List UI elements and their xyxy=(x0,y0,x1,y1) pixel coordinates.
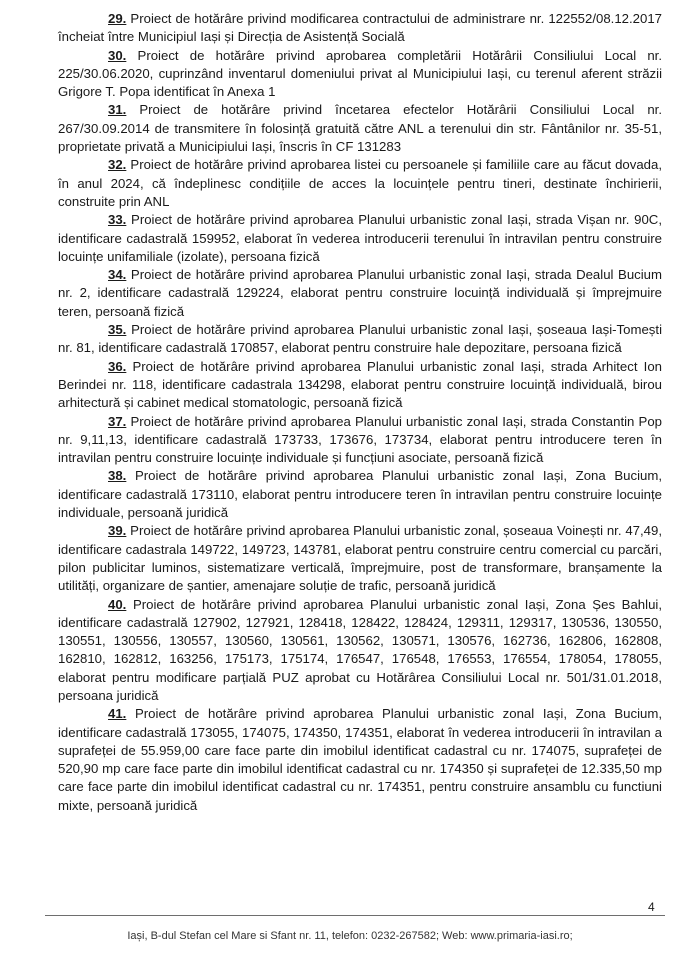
item-text: Proiect de hotărâre privind aprobarea Planului urbanistic zonal Iași, strada Constantin Pop nr. 9,11,13, identificare cadastrală 173733, 173676, 173734, elaborat pentru introducere teren în intravilan pentru construire locuințe individuale și funcțiuni asociate, persoană fizică xyxy=(58,413,662,466)
agenda-item xyxy=(58,101,662,156)
footer-divider xyxy=(45,915,665,916)
item-number: 30. xyxy=(108,47,127,63)
item-text: Proiect de hotărâre privind aprobarea Planului urbanistic zonal Iași, strada Dealul Bucium nr. 2, identificare cadastrală 129224, elaborat pentru construire locuință individuală și împrejmuire teren, persoană fizică xyxy=(58,267,662,319)
agenda-item xyxy=(58,321,662,358)
item-number: 41. xyxy=(108,706,127,722)
item-number: 35. xyxy=(108,322,127,338)
item-number: 36. xyxy=(108,358,127,374)
agenda-item xyxy=(58,413,662,468)
item-text: Proiect de hotărâre privind aprobarea Planului urbanistic zonal, șoseaua Voinești nr. 47,49, identificare cadastrala 149722, 149723, 143781, elaborat pentru construire centru comercial cu parcări, pilon publicitar luminos, sistematizare verticală, împrejmuire, post de transformare, branșamente la utilități, organizare de șantier, amenajare soluție de trafic, persoană juridică xyxy=(58,523,662,594)
item-number: 39. xyxy=(108,523,127,539)
agenda-item xyxy=(58,211,662,266)
agenda-item xyxy=(58,596,662,706)
item-number: 38. xyxy=(108,468,127,484)
page-number: 4 xyxy=(648,900,655,914)
agenda-item xyxy=(58,467,662,522)
item-text: Proiect de hotărâre privind aprobarea Planului urbanistic zonal Iași, șoseaua Iași-Tomești nr. 81, identificare cadastrală 170857, elaborat pentru construire hale depozitare, persoana fizică xyxy=(58,322,662,356)
item-text: Proiect de hotărâre privind aprobarea Planului urbanistic zonal Iași, Zona Bucium, identificare cadastrală 173110, elaborat pentru introducere teren în intravilan pentru construire locuințe individuale, persoană juridică xyxy=(58,468,662,521)
item-number: 40. xyxy=(108,596,127,612)
agenda-item xyxy=(58,705,662,815)
item-number: 33. xyxy=(108,212,127,228)
item-text: Proiect de hotărâre privind modificarea contractului de administrare nr. 122552/08.12.2017 încheiat între Municipiul Iași și Direcția de Asistență Socială xyxy=(58,11,662,45)
document-body xyxy=(58,10,662,815)
item-text: Proiect de hotărâre privind aprobarea listei cu persoanele și familiile care au făcut dovada, în anul 2024, că îndeplinesc condițiile de acces la locuințele pentru tineri, destinate închirierii, construite prin ANL xyxy=(58,157,662,209)
agenda-item xyxy=(58,358,662,413)
agenda-item xyxy=(58,266,662,321)
item-number: 31. xyxy=(108,102,127,118)
item-text: Proiect de hotărâre privind aprobarea Planului urbanistic zonal Iași, Zona Șes Bahlui, identificare cadastrală 127902, 127921, 128418, 128422, 128424, 129311, 129317, 130536, 130550, 130551, 130556, 130557, 130560, 130561, 130562, 130571, 130576, 162736, 162806, 162808, 162810, 162812, 163256, 175173, 175174, 176547, 176548, 176553, 176554, 178054, 178055, elaborat pentru modificare parțială PUZ aprobat cu Hotărârea Consiliului Local nr. 501/31.01.2018, persoana juridică xyxy=(58,596,662,703)
item-number: 32. xyxy=(108,157,127,173)
agenda-item xyxy=(58,47,662,102)
agenda-item xyxy=(58,10,662,47)
agenda-item xyxy=(58,156,662,211)
agenda-item xyxy=(58,522,662,595)
item-text: Proiect de hotărâre privind aprobarea completării Hotărârii Consiliului Local nr. 225/30.06.2020, cuprinzând inventarul domeniului privat al Municipiului Iași, cu terenul aferent străzii Grigore T. Popa identificat în Anexa 1 xyxy=(58,47,662,100)
item-number: 34. xyxy=(108,267,127,283)
footer-address: Iași, B-dul Stefan cel Mare si Sfant nr. 11, telefon: 0232-267582; Web: www.primaria-iasi.ro; xyxy=(127,930,573,942)
item-text: Proiect de hotărâre privind aprobarea Planului urbanistic zonal Iași, strada Vișan nr. 90C, identificare cadastrală 159952, elaborat în vederea introducerii terenului în intravilan pentru construire locuințe unifamiliale (izolate), persoana fizică xyxy=(58,212,662,264)
item-text: Proiect de hotărâre privind aprobarea Planului urbanistic zonal Iași, Zona Bucium, identificare cadastrală 173055, 174075, 174350, 174351, elaborat în vederea introducerii în intravilan a suprafeței de 55.959,00 care face parte din imobilul identificat cadastral cu nr. 174075, suprafeței de 520,90 mp care face parte din imobilul identificat cadastral cu nr. 174350 și suprafeței de 12.335,50 mp care face parte din imobilul identificat cadastral cu nr. 174351, pentru construire ansamblu cu functiuni mixte, persoană juridică xyxy=(58,706,662,813)
item-number: 29. xyxy=(108,11,127,26)
item-number: 37. xyxy=(108,413,127,429)
item-text: Proiect de hotărâre privind încetarea efectelor Hotărârii Consiliului Local nr. 267/30.09.2014 de transmitere în folosință gratuită către ANL a terenului din str. Fântânilor nr. 35-51, proprietate privată a Municipiului Iași, înscris în CF 131283 xyxy=(58,102,662,155)
item-text: Proiect de hotărâre privind aprobarea Planului urbanistic zonal Iași, strada Arhitect Ion Berindei nr. 118, identificare cadastrala 134298, elaborat pentru construire locuință individuală, birou arhitectură și cabinet medical stomatologic, persoană fizică xyxy=(58,358,662,411)
